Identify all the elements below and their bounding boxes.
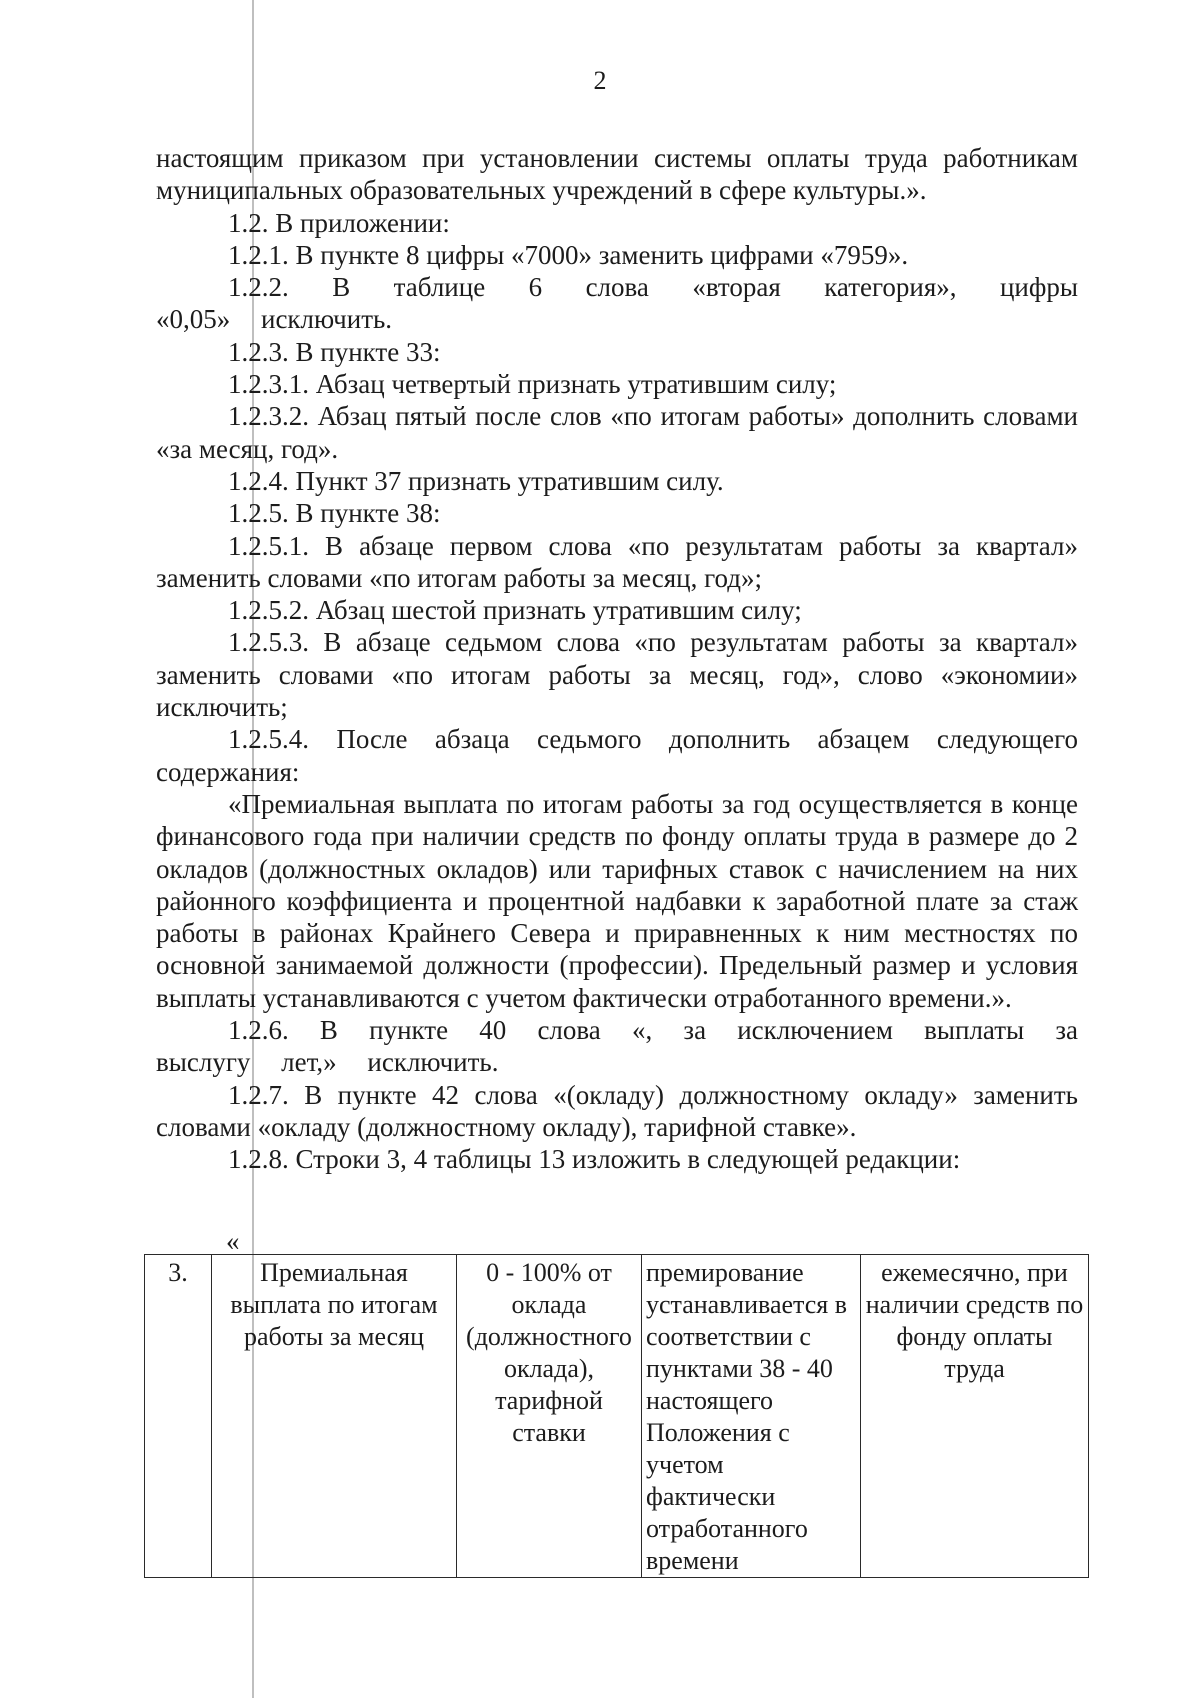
- paragraph-1-2-8: 1.2.8. Строки 3, 4 таблицы 13 изложить в следующей редакции:: [228, 1144, 961, 1175]
- paragraph-1-2: 1.2. В приложении:: [228, 207, 450, 238]
- payment-size-cell: 0 - 100% от оклада (должностного оклада), тарифной ставки: [457, 1255, 642, 1578]
- paragraph-1-2-5-1: 1.2.5.1. В абзаце первом слова «по результатам работы за квартал» заменить словами «по итогам работы за месяц, год»;: [156, 530, 1078, 593]
- paragraph-1-2-5-2: 1.2.5.2. Абзац шестой признать утратившим силу;: [228, 595, 802, 626]
- payment-name-cell: Премиальная выплата по итогам работы за месяц: [212, 1255, 457, 1578]
- payment-conditions-cell: премирование устанавливается в соответствии с пунктами 38 - 40 настоящего Положения с учетом фактически отработанного времени: [642, 1255, 861, 1578]
- paragraph-1-2-4: 1.2.4. Пункт 37 признать утратившим силу.: [228, 465, 724, 496]
- paragraph-quoted-insert: «Премиальная выплата по итогам работы за год осуществляется в конце финансового года при наличии средств по фонду оплаты труда в размере до 2 окладов (должностных окладов) или тарифных ставок с начислением на них районного коэффициента и процентной надбавки к заработной плате за стаж работы в районах Крайнего Севера и приравненных к ним местностях по основной занимаемой должности (профессии). Предельный размер и условия выплаты устанавливаются с учетом фактически отработанного времени.».: [156, 788, 1078, 1013]
- payment-periodicity-cell: ежемесячно, при наличии средств по фонду оплаты труда: [861, 1255, 1089, 1578]
- paragraph-1-2-5: 1.2.5. В пункте 38:: [228, 498, 441, 529]
- paragraph-1-2-2: 1.2.2. В таблице 6 слова «вторая категория», цифры «0,05» исключить.: [156, 272, 1078, 335]
- paragraph-continuation: настоящим приказом при установлении системы оплаты труда работникам муниципальных образовательных учреждений в сфере культуры.».: [156, 143, 1078, 206]
- paragraph-1-2-5-3: 1.2.5.3. В абзаце седьмом слова «по результатам работы за квартал» заменить словами «по итогам работы за месяц, год», слово «экономии» исключить;: [156, 627, 1078, 723]
- paragraph-1-2-1: 1.2.1. В пункте 8 цифры «7000» заменить цифрами «7959».: [228, 239, 909, 270]
- paragraph-1-2-3: 1.2.3. В пункте 33:: [228, 336, 441, 367]
- table-row: [145, 1255, 1089, 1578]
- document-body: [156, 142, 1078, 1176]
- page-number: 2: [593, 66, 607, 95]
- paragraph-1-2-6: 1.2.6. В пункте 40 слова «, за исключением выплаты за выслугу лет,» исключить.: [156, 1015, 1078, 1078]
- amended-table: [144, 1254, 1089, 1578]
- paragraph-1-2-3-2: 1.2.3.2. Абзац пятый после слов «по итогам работы» дополнить словами «за месяц, год».: [156, 401, 1078, 464]
- paragraph-1-2-5-4: 1.2.5.4. После абзаца седьмого дополнить абзацем следующего содержания:: [156, 724, 1078, 787]
- table-open-quote: «: [226, 1226, 240, 1256]
- row-number-cell: 3.: [145, 1255, 212, 1578]
- paragraph-1-2-3-1: 1.2.3.1. Абзац четвертый признать утратившим силу;: [228, 369, 837, 400]
- paragraph-1-2-7: 1.2.7. В пункте 42 слова «(окладу) должностному окладу» заменить словами «окладу (должностному окладу), тарифной ставке».: [156, 1079, 1078, 1142]
